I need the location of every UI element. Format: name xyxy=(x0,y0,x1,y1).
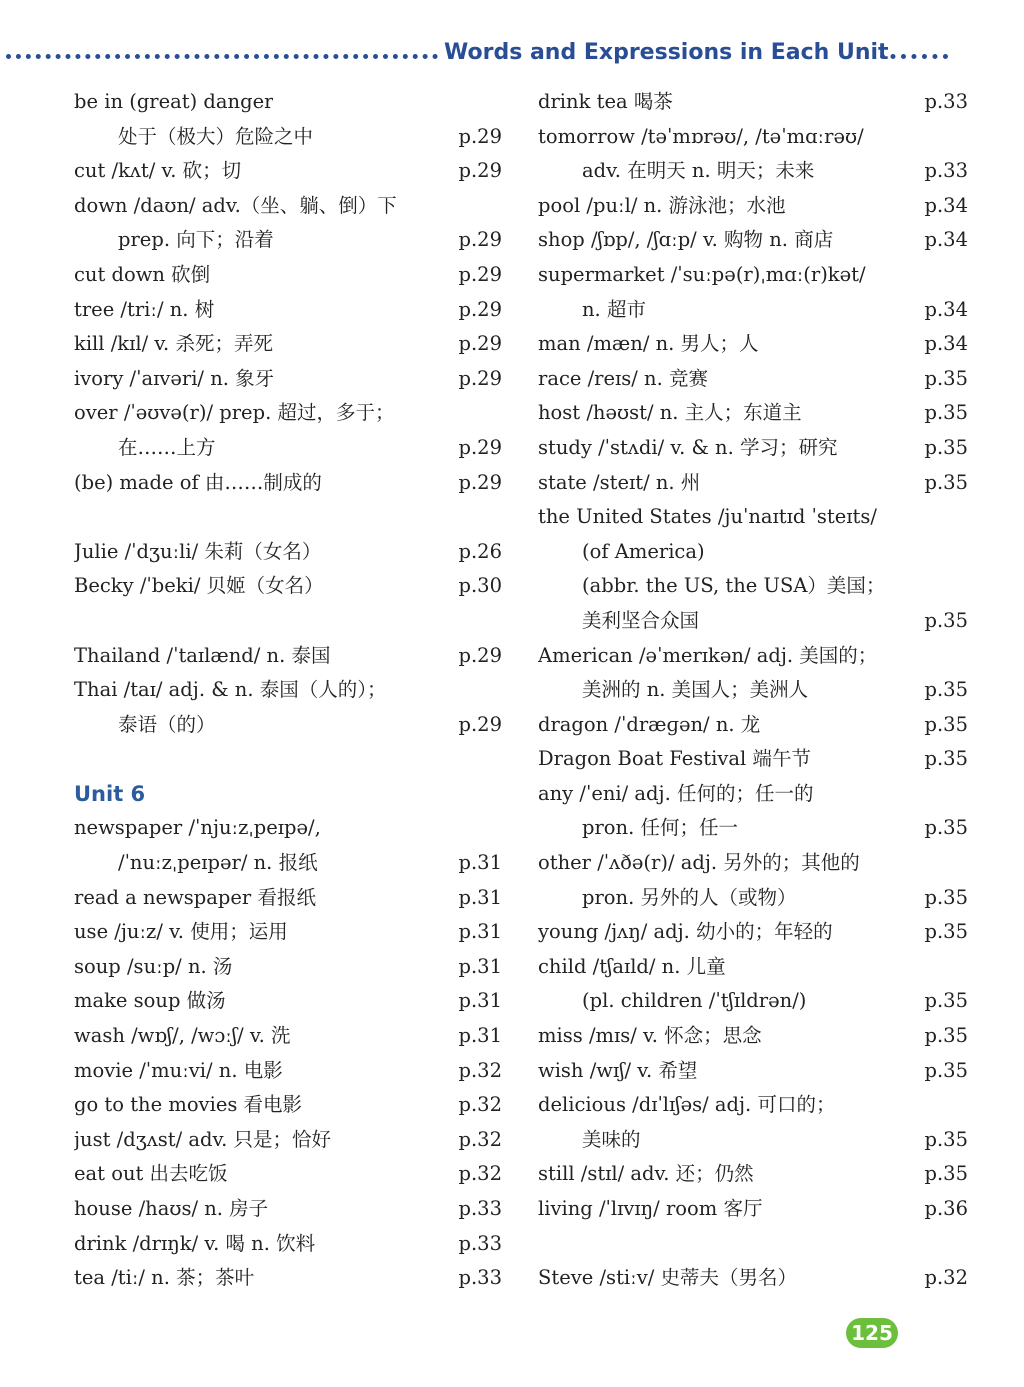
vocab-line xyxy=(74,708,502,743)
entry-text: 泰语（的） xyxy=(118,712,216,736)
vocab-line xyxy=(538,742,968,777)
vocab-line xyxy=(538,708,968,743)
page-reference: p.32 xyxy=(924,1266,968,1290)
page-reference: p.32 xyxy=(458,1058,502,1082)
vocab-line xyxy=(538,362,968,397)
vocab-line xyxy=(538,154,968,189)
vocab-line xyxy=(74,984,502,1019)
entry-text: shop /ʃɒp/, /ʃɑːp/ v. 购物 n. 商店 xyxy=(538,228,834,252)
entry-text: over /ˈəʊvə(r)/ prep. 超过，多于； xyxy=(74,401,395,425)
vocab-line xyxy=(538,327,968,362)
vocab-line xyxy=(74,535,502,570)
entry-text: cut /kʌt/ v. 砍；切 xyxy=(74,159,242,183)
vocab-line xyxy=(538,1123,968,1158)
page-reference: p.34 xyxy=(924,193,968,217)
vocab-line xyxy=(74,362,502,397)
entry-text: make soup 做汤 xyxy=(74,989,226,1013)
page-reference: p.35 xyxy=(924,1024,968,1048)
entry-text: just /dʒʌst/ adv. 只是；恰好 xyxy=(74,1127,332,1151)
page-reference: p.33 xyxy=(458,1197,502,1220)
page-reference: p.35 xyxy=(924,678,968,702)
page-reference: p.32 xyxy=(458,1093,502,1117)
entry-text: supermarket /ˈsuːpə(r)ˌmɑː(r)kət/ xyxy=(538,262,866,286)
entry-text: (abbr. the US, the USA）美国； xyxy=(582,574,886,598)
vocab-line xyxy=(74,189,502,224)
left-column xyxy=(74,85,502,1296)
vocab-line xyxy=(538,189,968,224)
page-reference: p.29 xyxy=(458,712,502,736)
entry-text: eat out 出去吃饭 xyxy=(74,1162,228,1186)
entry-text: 处于（极大）危险之中 xyxy=(118,124,314,148)
page-reference: p.29 xyxy=(458,366,502,390)
entry-text: down /daʊn/ adv.（坐、躺、倒）下 xyxy=(74,193,397,217)
vocab-line xyxy=(74,1192,502,1227)
page-reference: p.35 xyxy=(924,435,968,459)
vocab-line xyxy=(538,535,968,570)
vocab-line xyxy=(538,569,968,604)
page-reference: p.35 xyxy=(924,608,968,632)
blank-line xyxy=(74,500,502,535)
vocab-line xyxy=(538,604,968,639)
entry-text: 美洲的 n. 美国人；美洲人 xyxy=(582,678,809,702)
page-reference: p.35 xyxy=(924,1058,968,1082)
page-reference: p.31 xyxy=(458,954,502,978)
vocab-line xyxy=(74,1054,502,1089)
entry-text: kill /kɪl/ v. 杀死；弄死 xyxy=(74,332,273,356)
entry-text: use /juːz/ v. 使用；运用 xyxy=(74,920,288,944)
vocab-line xyxy=(538,431,968,466)
vocab-line xyxy=(74,1261,502,1296)
entry-text: (of America) xyxy=(582,539,705,563)
entry-text: pool /puːl/ n. 游泳池；水池 xyxy=(538,193,786,217)
page-reference: p.29 xyxy=(458,297,502,321)
vocab-line xyxy=(74,811,502,846)
vocab-line xyxy=(538,915,968,950)
entry-text: study /ˈstʌdi/ v. & n. 学习；研究 xyxy=(538,435,838,459)
vocab-line xyxy=(538,881,968,916)
vocab-line xyxy=(74,120,502,155)
vocab-line xyxy=(74,1157,502,1192)
entry-text: n. 超市 xyxy=(582,297,646,321)
page-reference: p.31 xyxy=(458,1024,502,1048)
page-reference: p.29 xyxy=(458,124,502,148)
header-title: Words and Expressions in Each Unit xyxy=(444,40,889,65)
vocab-line xyxy=(538,1019,968,1054)
entry-text: /ˈnuːzˌpeɪpər/ n. 报纸 xyxy=(118,851,318,875)
entry-text: other /ˈʌðə(r)/ adj. 另外的；其他的 xyxy=(538,851,860,875)
vocab-line xyxy=(538,673,968,708)
right-column xyxy=(538,85,968,1296)
page-reference: p.30 xyxy=(458,574,502,598)
vocab-line xyxy=(538,984,968,1019)
entry-text: drink tea 喝茶 xyxy=(538,90,673,113)
vocab-line xyxy=(74,258,502,293)
dotted-rule-left xyxy=(6,54,438,59)
page-reference: p.31 xyxy=(458,920,502,944)
vocab-line xyxy=(74,396,502,431)
page-reference: p.33 xyxy=(924,159,968,183)
entry-text: living /ˈlɪvɪŋ/ room 客厅 xyxy=(538,1197,763,1220)
entry-text: miss /mɪs/ v. 怀念；思念 xyxy=(538,1024,762,1048)
page-reference: p.31 xyxy=(458,989,502,1013)
vocab-line xyxy=(538,293,968,328)
vocab-line xyxy=(538,1157,968,1192)
page-reference: p.35 xyxy=(924,401,968,425)
entry-text: be in (great) danger xyxy=(74,90,274,113)
vocab-line xyxy=(538,1261,968,1296)
page-reference: p.33 xyxy=(924,90,968,113)
entry-text: American /əˈmerɪkən/ adj. 美国的； xyxy=(538,643,878,667)
entry-text: man /mæn/ n. 男人；人 xyxy=(538,332,759,356)
entry-text: soup /suːp/ n. 汤 xyxy=(74,954,233,978)
vocab-line xyxy=(538,639,968,674)
page-reference: p.31 xyxy=(458,851,502,875)
entry-text: the United States /juˈnaɪtɪd ˈsteɪts/ xyxy=(538,505,877,529)
entry-text: house /haʊs/ n. 房子 xyxy=(74,1197,269,1220)
vocab-line xyxy=(74,846,502,881)
vocab-line xyxy=(74,1088,502,1123)
vocab-line xyxy=(74,85,502,120)
entry-text: 美味的 xyxy=(582,1127,641,1151)
entry-text: drink /drɪŋk/ v. 喝 n. 饮料 xyxy=(74,1231,316,1255)
entry-text: cut down 砍倒 xyxy=(74,262,211,286)
entry-text: young /jʌŋ/ adj. 幼小的；年轻的 xyxy=(538,920,833,944)
page-reference: p.31 xyxy=(458,885,502,909)
page-reference: p.33 xyxy=(458,1231,502,1255)
page-reference: p.32 xyxy=(458,1162,502,1186)
blank-line xyxy=(538,1227,968,1262)
unit-heading xyxy=(74,777,502,812)
page-reference: p.35 xyxy=(924,989,968,1013)
entry-text: any /ˈeni/ adj. 任何的；任一的 xyxy=(538,781,814,805)
vocab-line xyxy=(538,811,968,846)
unit-title: Unit 6 xyxy=(74,781,146,806)
entry-text: dragon /ˈdræɡən/ n. 龙 xyxy=(538,712,761,736)
entry-text: child /tʃaɪld/ n. 儿童 xyxy=(538,954,726,978)
page-reference: p.35 xyxy=(924,816,968,840)
entry-text: race /reɪs/ n. 竞赛 xyxy=(538,366,709,390)
entry-text: tree /triː/ n. 树 xyxy=(74,297,215,321)
page-reference: p.34 xyxy=(924,297,968,321)
vocab-line xyxy=(74,1019,502,1054)
dotted-rule-right xyxy=(880,54,948,59)
page-reference: p.29 xyxy=(458,470,502,494)
vocab-line xyxy=(74,154,502,189)
vocab-line xyxy=(74,569,502,604)
page-reference: p.35 xyxy=(924,1127,968,1151)
vocab-line xyxy=(538,950,968,985)
entry-text: movie /ˈmuːvi/ n. 电影 xyxy=(74,1058,283,1082)
entry-text: wash /wɒʃ/, /wɔːʃ/ v. 洗 xyxy=(74,1024,291,1048)
entry-text: delicious /dɪˈlɪʃəs/ adj. 可口的； xyxy=(538,1093,836,1117)
vocab-line xyxy=(74,950,502,985)
vocab-line xyxy=(538,85,968,120)
vocab-line xyxy=(538,223,968,258)
page-reference: p.29 xyxy=(458,435,502,459)
page-reference: p.29 xyxy=(458,159,502,183)
entry-text: Becky /ˈbeki/ 贝姬（女名） xyxy=(74,574,324,598)
page-reference: p.35 xyxy=(924,470,968,494)
entry-text: newspaper /ˈnjuːzˌpeɪpə/, xyxy=(74,816,321,840)
entry-text: pron. 另外的人（或物） xyxy=(582,885,797,909)
entry-text: go to the movies 看电影 xyxy=(74,1093,303,1117)
vocab-line xyxy=(538,120,968,155)
entry-text: Thai /taɪ/ adj. & n. 泰国（人的）； xyxy=(74,678,387,702)
vocab-line xyxy=(74,466,502,501)
page-reference: p.34 xyxy=(924,228,968,252)
page-reference: p.32 xyxy=(458,1127,502,1151)
page-reference: p.29 xyxy=(458,643,502,667)
entry-text: wish /wɪʃ/ v. 希望 xyxy=(538,1058,698,1082)
entry-text: state /steɪt/ n. 州 xyxy=(538,470,701,494)
entry-text: tea /tiː/ n. 茶；茶叶 xyxy=(74,1266,255,1290)
page-reference: p.35 xyxy=(924,920,968,944)
entry-text: adv. 在明天 n. 明天；未来 xyxy=(582,159,815,183)
page-header xyxy=(0,38,1024,72)
vocab-line xyxy=(538,846,968,881)
vocab-line xyxy=(74,673,502,708)
entry-text: Steve /stiːv/ 史蒂夫（男名） xyxy=(538,1266,797,1290)
vocab-line xyxy=(74,915,502,950)
entry-text: prep. 向下；沿着 xyxy=(118,228,274,252)
vocab-line xyxy=(74,639,502,674)
vocab-line xyxy=(538,500,968,535)
page-reference: p.34 xyxy=(924,332,968,356)
entry-text: ivory /ˈaɪvəri/ n. 象牙 xyxy=(74,366,275,390)
page-number: 125 xyxy=(846,1318,898,1348)
vocab-line xyxy=(538,1192,968,1227)
vocab-line xyxy=(538,1088,968,1123)
entry-text: (pl. children /ˈtʃɪldrən/) xyxy=(582,989,807,1013)
entry-text: 美利坚合众国 xyxy=(582,608,700,632)
entry-text: (be) made of 由……制成的 xyxy=(74,470,322,494)
page-reference: p.29 xyxy=(458,262,502,286)
vocab-line xyxy=(74,1227,502,1262)
page-reference: p.33 xyxy=(458,1266,502,1290)
page-reference: p.35 xyxy=(924,1162,968,1186)
page-reference: p.36 xyxy=(924,1197,968,1220)
entry-text: still /stɪl/ adv. 还；仍然 xyxy=(538,1162,754,1186)
vocab-line xyxy=(74,293,502,328)
page-reference: p.35 xyxy=(924,885,968,909)
blank-line xyxy=(74,742,502,777)
entry-text: host /həʊst/ n. 主人；东道主 xyxy=(538,401,802,425)
vocab-line xyxy=(538,258,968,293)
vocab-line xyxy=(74,327,502,362)
entry-text: read a newspaper 看报纸 xyxy=(74,885,316,909)
vocab-line xyxy=(74,223,502,258)
vocab-line xyxy=(538,396,968,431)
page-reference: p.26 xyxy=(458,539,502,563)
vocab-line xyxy=(538,466,968,501)
page-reference: p.35 xyxy=(924,747,968,771)
entry-text: pron. 任何；任一 xyxy=(582,816,739,840)
vocab-line xyxy=(74,881,502,916)
entry-text: tomorrow /təˈmɒrəʊ/, /təˈmɑːrəʊ/ xyxy=(538,124,864,148)
vocab-line xyxy=(538,1054,968,1089)
entry-text: Julie /ˈdʒuːli/ 朱莉（女名） xyxy=(74,539,322,563)
entry-text: Thailand /ˈtaɪlænd/ n. 泰国 xyxy=(74,643,331,667)
vocab-line xyxy=(538,777,968,812)
page-reference: p.29 xyxy=(458,228,502,252)
vocab-line xyxy=(74,431,502,466)
entry-text: 在……上方 xyxy=(118,435,216,459)
page-reference: p.29 xyxy=(458,332,502,356)
blank-line xyxy=(74,604,502,639)
page-reference: p.35 xyxy=(924,366,968,390)
vocab-line xyxy=(74,1123,502,1158)
page-reference: p.35 xyxy=(924,712,968,736)
entry-text: Dragon Boat Festival 端午节 xyxy=(538,747,811,771)
